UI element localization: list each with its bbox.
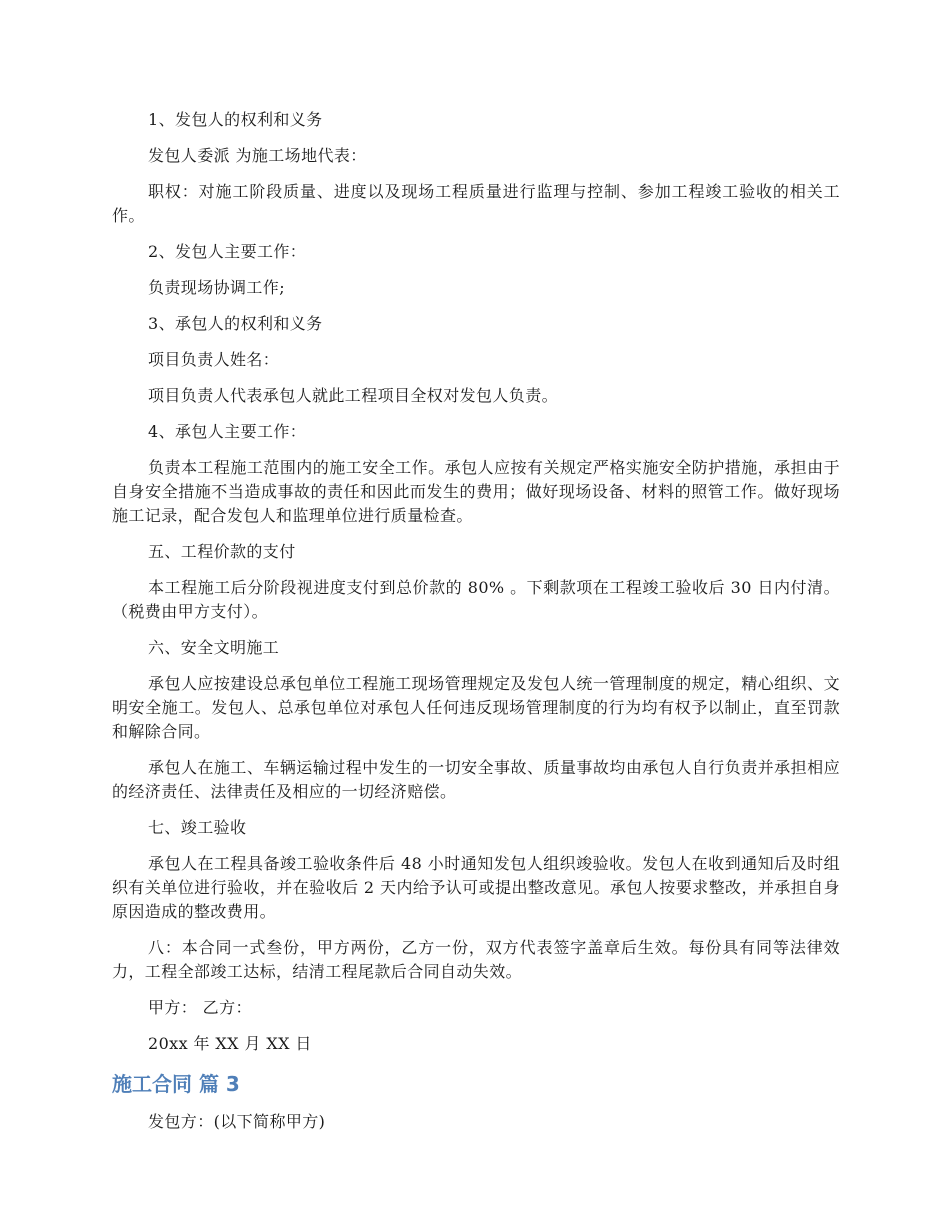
- section-heading: 施工合同 篇 3: [112, 1072, 240, 1096]
- clause-employer-rights: 1、发包人的权利和义务: [148, 110, 323, 129]
- representative-authority: 职权：对施工阶段质量、进度以及现场工程质量进行监理与控制、参加工程竣工验收的相关工作。: [112, 182, 840, 225]
- signature-parties: 甲方： 乙方：: [148, 998, 252, 1017]
- employer-coordination-duty: 负责现场协调工作;: [148, 278, 285, 297]
- clause-payment-heading: 五、工程价款的支付: [148, 542, 296, 561]
- safety-management-terms: 承包人应按建设总承包单位工程施工现场管理规定及发包人统一管理制度的规定，精心组织、文明安全施工。发包人、总承包单位对承包人任何违反现场管理制度的行为均有权予以制止，直至罚款和解除合同。: [112, 674, 840, 741]
- contract-copies-terms: 八：本合同一式叁份，甲方两份，乙方一份，双方代表签字盖章后生效。每份具有同等法律效力，工程全部竣工达标，结清工程尾款后合同自动失效。: [112, 938, 840, 981]
- contractor-safety-duties: 负责本工程施工范围内的施工安全工作。承包人应按有关规定严格实施安全防护措施，承担由于自身安全措施不当造成事故的责任和因此而发生的费用；做好现场设备、材料的照管工作。做好现场施工记录，配合发包人和监理单位进行质量检查。: [112, 458, 840, 525]
- project-manager-name: 项目负责人姓名：: [148, 350, 280, 369]
- employer-party-line: 发包方：(以下简称甲方): [148, 1112, 326, 1131]
- clause-contractor-rights: 3、承包人的权利和义务: [148, 314, 323, 333]
- signature-date: 20xx 年 XX 月 XX 日: [148, 1034, 312, 1053]
- clause-safety-heading: 六、安全文明施工: [148, 638, 280, 657]
- document-page: [112, 108, 840, 1146]
- clause-contractor-main-work: 4、承包人主要工作：: [148, 422, 307, 441]
- clause-acceptance-heading: 七、竣工验收: [148, 818, 247, 837]
- employer-site-representative: 发包人委派 为施工场地代表：: [148, 146, 367, 165]
- payment-terms: 本工程施工后分阶段视进度支付到总价款的 80% 。下剩款项在工程竣工验收后 30 日内付清。（税费由甲方支付）。: [112, 578, 840, 621]
- acceptance-terms: 承包人在工程具备竣工验收条件后 48 小时通知发包人组织竣验收。发包人在收到通知后及时组织有关单位进行验收，并在验收后 2 天内给予认可或提出整改意见。承包人按要求整改，并承担自身原因造成的整改费用。: [112, 854, 840, 921]
- accident-liability-terms: 承包人在施工、车辆运输过程中发生的一切安全事故、质量事故均由承包人自行负责并承担相应的经济责任、法律责任及相应的一切经济赔偿。: [112, 758, 840, 801]
- project-manager-responsibility: 项目负责人代表承包人就此工程项目全权对发包人负责。: [148, 386, 559, 405]
- clause-employer-main-work: 2、发包人主要工作：: [148, 242, 307, 261]
